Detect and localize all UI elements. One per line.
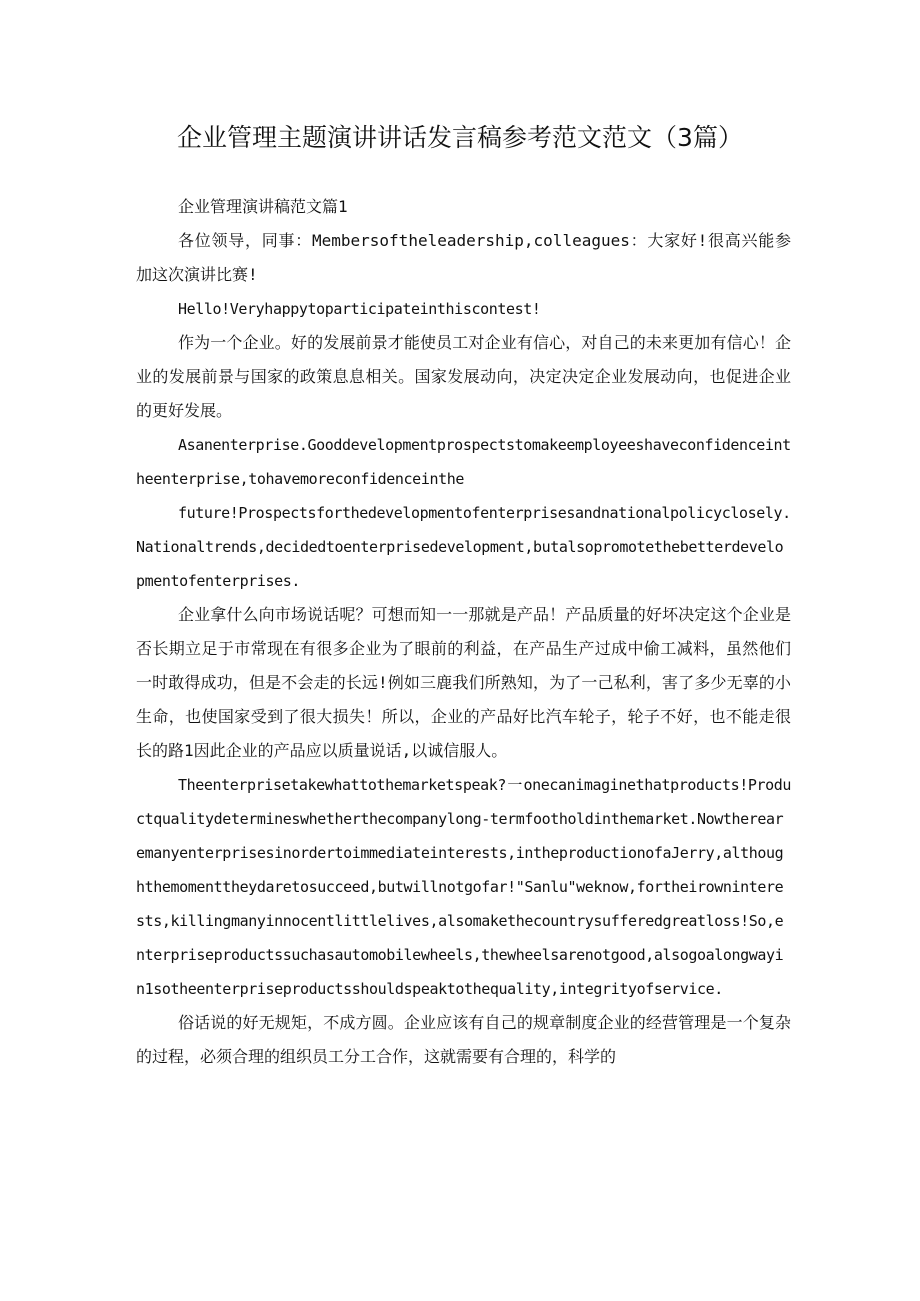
paragraph-greeting: 各位领导，同事：Membersoftheleadership,colleagues：大家好!很高兴能参加这次演讲比赛! xyxy=(136,231,791,284)
paragraph-rules-and-management: 俗话说的好无规矩，不成方圆。企业应该有自己的规章制度企业的经营管理是一个复杂的过程，必须合理的组织员工分工合作，这就需要有合理的，科学的 xyxy=(136,1013,791,1066)
paragraph-product-quality: 企业拿什么向市场说话呢？可想而知一一那就是产品！产品质量的好坏决定这个企业是否长期立足于市常现在有很多企业为了眼前的利益，在产品生产过成中偷工减料，虽然他们一时敢得成功，但是不会走的长远!例如三鹿我们所熟知，为了一己私利，害了多少无辜的小生命，也使国家受到了很大损失！所以，企业的产品好比汽车轮子，轮子不好，也不能走很长的路1因此企业的产品应以质量说话,以诚信服人。 xyxy=(136,605,791,760)
document-title: 企业管理主题演讲讲话发言稿参考范文范文（3篇） xyxy=(177,123,743,152)
paragraph-greeting-english: Hello!Veryhappytoparticipateinthiscontest! xyxy=(178,300,541,318)
paragraph-development-prospects: 作为一个企业。好的发展前景才能使员工对企业有信心，对自己的未来更加有信心！企业的发展前景与国家的政策息息相关。国家发展动向，决定决定企业发展动向，也促进企业的更好发展。 xyxy=(136,333,791,420)
paragraph-section-heading: 企业管理演讲稿范文篇1 xyxy=(178,197,348,216)
paragraph-development-prospects-english-1: Asanenterprise.Gooddevelopmentprospectstomakeemployeeshaveconfidenceintheenterprise,tohavemoreconfidenceinthe xyxy=(136,436,791,488)
document-body xyxy=(136,190,791,1074)
paragraph-development-prospects-english-2: future!Prospectsforthedevelopmentofenterprisesandnationalpolicyclosely.Nationaltrends,decidedtoenterprisedevelopment,butalsopromotethebetterdevelopmentofenterprises. xyxy=(136,504,791,590)
paragraph-product-quality-english: Theenterprisetakewhattothemarketspeak?一onecanimaginethatproducts!Productqualitydetermineswhetherthecompanylong-termfootholdinthemarket.Nowtherearemanyenterprisesinordertoimmediateinterests,intheproductionofaJerry,althoughthemomenttheydaretosucceed,butwillnotgofar!"Sanlu"weknow,fortheirowninterests,killingmanyinnocentlittlelives,alsomakethecountrysufferedgreatloss!So,enterpriseproductssuchasautomobilewheels,thewheelsarenotgood,alsogoalongwayin1sotheenterpriseproductsshouldspeaktothequality,integrityofservice. xyxy=(136,776,791,998)
